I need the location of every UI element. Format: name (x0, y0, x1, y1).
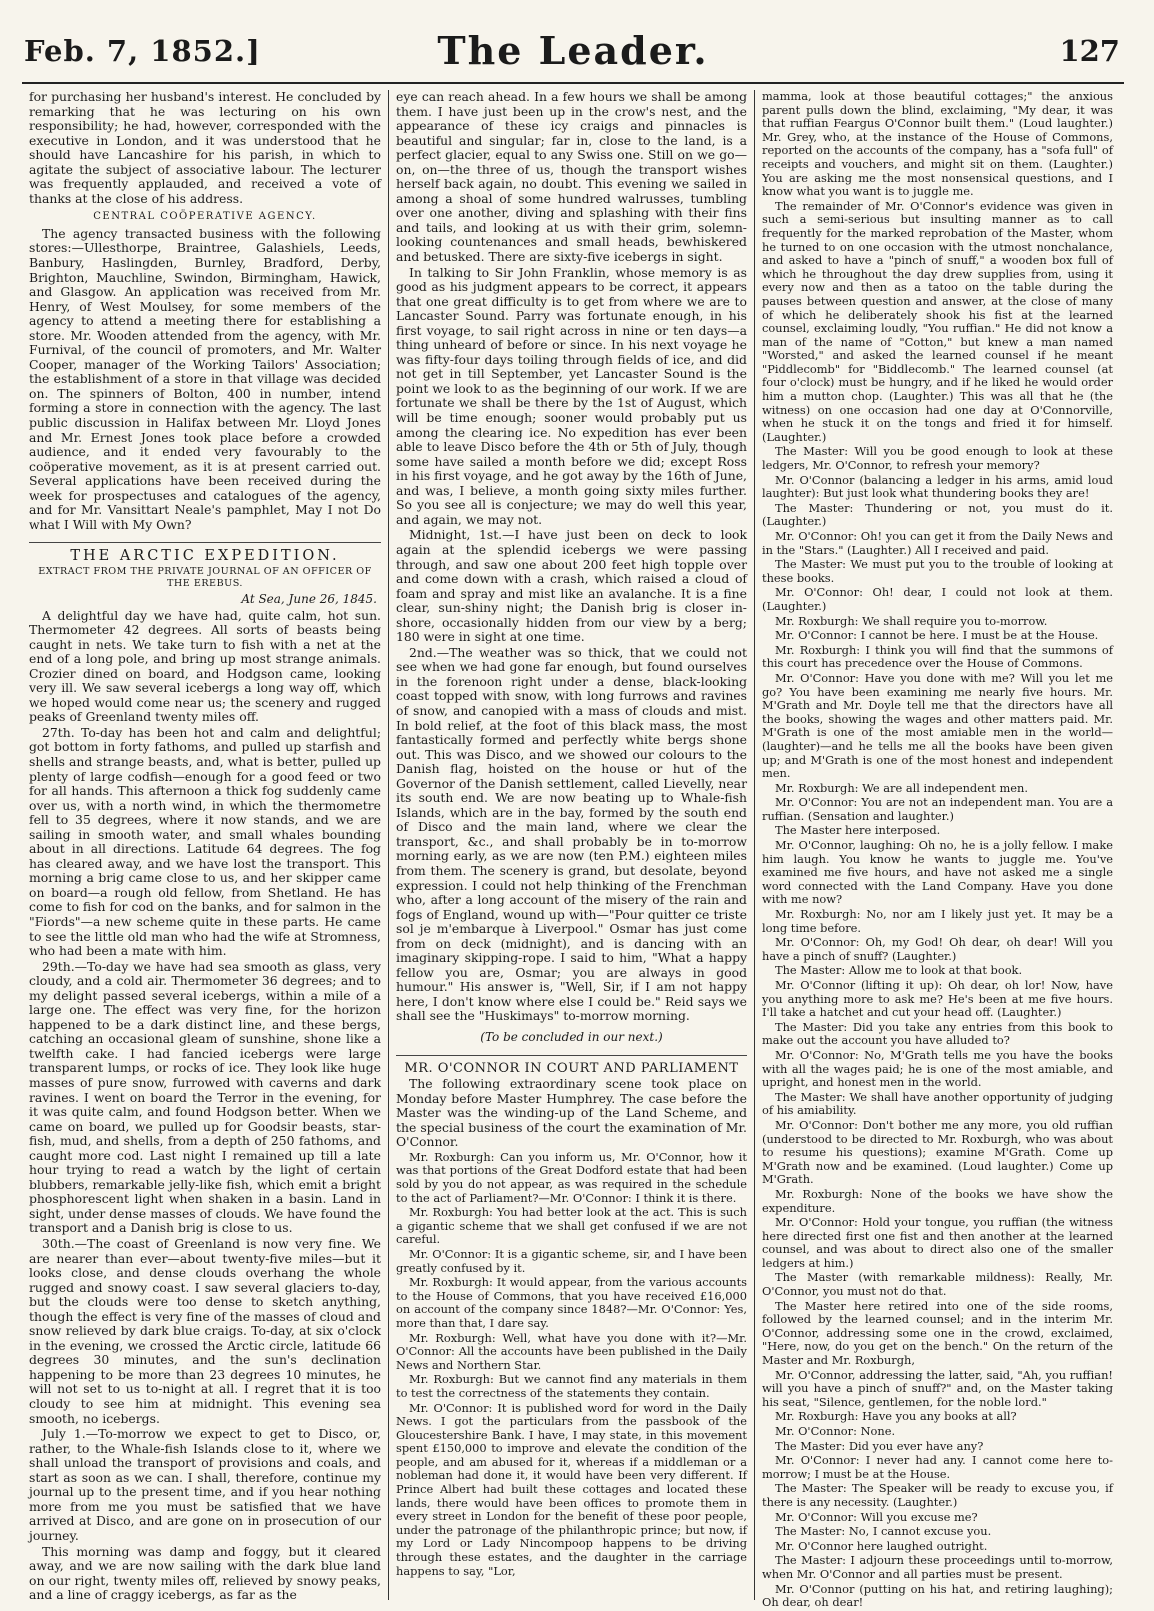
paragraph: Mr. O'Connor: Will you excuse me? (775, 1509, 978, 1524)
paragraph: The Master: We shall have another opportunity of judging of his amiability. (762, 1089, 1113, 1118)
column-3 (754, 89, 1120, 1610)
paragraph: 30th.—The coast of Greenland is now very fine. We are nearer than ever—about twenty-five miles—but it looks close, and dense clouds overhang the whole rugged and snowy coast. I saw several glaciers to-day, but the clouds were too dense to sketch anything, though the effect is very fine of the masses of cloud and snow relieved by dark blue craigs. To-day, at six o'clock in the evening, we crossed the Arctic circle, latitude 66 degrees 30 minutes, and the sun's declination happening to be more than 23 degrees 10 minutes, he will not set to us to-night at all. I regret that it is too cloudy to see him at midnight. This evening sea smooth, no icebergs. (29, 1236, 381, 1426)
paragraph: Mr. O'Connor, laughing: Oh no, he is a jolly fellow. I make him laugh. You know he wants to juggle me. You've examined me five hours, and have not asked me a single word connected with the Land Company. Have you done with me now? (762, 838, 1113, 907)
paragraph: Mr. O'Connor (putting on his hat, and retiring laughing); Oh dear, oh dear! (762, 1581, 1113, 1610)
subheading-cooperative-agency: CENTRAL COÖPERATIVE AGENCY. (93, 211, 317, 223)
paragraph: The Master: I adjourn these proceedings until to-morrow, when Mr. O'Connor and all parties must be present. (762, 1553, 1113, 1581)
paragraph: Mr. O'Connor: Don't bother me any more, you old ruffian (understood to be directed to Mr. Roxburgh, who was about to resume his questions); examine M'Grath. Come up M'Grath now and be examined. (Loud laughter.) Come up M'Grath. (762, 1117, 1113, 1187)
paragraph: Mr. Roxburgh: We shall require you to-morrow. (775, 613, 1048, 628)
paragraph: Mr. Roxburgh: No, nor am I likely just yet. It may be a long time before. (762, 907, 1113, 935)
paragraph: Mr. O'Connor: I cannot be here. I must be at the House. (775, 628, 1099, 643)
paragraph: Mr. Roxburgh: It would appear, from the various accounts to the House of Commons, that you have received £16,000 on account of the company since 1848?—Mr. O'Connor: Yes, more than that, I dare say. (396, 1275, 747, 1330)
paragraph: Mr. Roxburgh: I think you will find that the summons of this court has precedence over the House of Commons. (762, 642, 1113, 671)
paragraph: Mr. O'Connor: Have you done with me? Will you let me go? You have been examining me nearly five hours. Mr. M'Grath and Mr. Doyle tell me that the directors have all the books, showing the wages and other matters paid. Mr. M'Grath is one of the most amiable men in the world—(laughter)—and he tells me all the books have been given up; and M'Grath is one of the most honest and independent men. (762, 670, 1113, 781)
page-number: 127 (1059, 34, 1120, 68)
paragraph: The Master: Thundering or not, you must do it. (Laughter.) (762, 500, 1113, 529)
paragraph: In talking to Sir John Franklin, whose memory is as good as his judgment appears to be correct, it appears that one great difficulty is to get from where we are to Lancaster Sound. Parry was fortunate enough, in his first voyage, to sail right across in nine or ten days—a thing unheard of before or since. In his next voyage he was fifty-four days toiling through fields of ice, and did not get in till September, yet Lancaster Sound is the point we look to as the beginning of our work. If we are fortunate we shall be there by the 1st of August, which will be time enough; sooner would probably put us among the clearing ice. No expedition has ever been able to leave Disco before the 4th or 5th of July, though some have sailed a month before we did; except Ross in his first voyage, and he got away by the 16th of June, and was, I believe, a month going sixty miles further. So you see all is conjecture; we may do well this year, and again, we may not. (396, 264, 747, 527)
paragraph: Mr. Roxburgh: Have you any books at all? (775, 1409, 1017, 1424)
issue-date: Feb. 7, 1852.] (24, 34, 261, 68)
paragraph: Mr. O'Connor: Hold your tongue, you ruffian (the witness here directed first one fist and then another at the learned counsel, and was about to direct also one of the smaller ledgers at him.) (762, 1215, 1113, 1270)
paragraph: This morning was damp and foggy, but it cleared away, and we are now sailing with the dark blue land on our right, twenty miles off, relieved by snowy peaks, and a line of craggy icebergs, as far as the (29, 1543, 381, 1603)
paragraph: Mr. O'Connor, addressing the latter, said, "Ah, you ruffian! will you have a pinch of snuff?" and, on the Master taking his seat, "Silence, gentlemen, for the noble lord." (762, 1367, 1113, 1409)
paragraph: The Master here interposed. (775, 823, 941, 838)
paragraph: Midnight, 1st.—I have just been on deck to look again at the splendid icebergs we were passing through, and saw one about 200 feet high topple over and come down with a crash, which raised a cloud of foam and spray and mist like an avalanche. It is a fine clear, sun-shiny night; the Danish brig is closer in-shore, occasionally hidden from our view by a berg; 180 were in sight at one time. (396, 527, 747, 645)
to-be-concluded-note: (To be concluded in our next.) (480, 1030, 663, 1044)
paragraph: Mr. Roxburgh: You had better look at the act. This is such a gigantic scheme that we shall get confused if we are not careful. (396, 1205, 747, 1247)
paragraph: July 1.—To-morrow we expect to get to Disco, or, rather, to the Whale-fish Islands close to it, where we shall unload the transport of provisions and coals, and start as soon as we can. I shall, therefore, continue my journal up to the present time, and if you hear nothing more from me you must be satisfied that we have arrived at Disco, and are gone on in prosecution of our journey. (29, 1426, 381, 1543)
paragraph: Mr. O'Connor (balancing a ledger in his arms, amid loud laughter): But just look what thundering books they are! (762, 472, 1113, 501)
newspaper-title: The Leader. (437, 28, 709, 73)
paragraph: 29th.—To-day we have had sea smooth as glass, very cloudy, and a cold air. Thermometer 36 degrees; and to my delight passed several icebergs, within a mile of a large one. The effect was very fine, for the horizon happened to be a dark distinct line, and these bergs, catching an occasional gleam of sunshine, shone like a twelfth cake. I had fancied icebergs were large transparent lumps, or rocks of ice. They look like huge masses of pure snow, furrowed with caverns and dark ravines. I went on board the Terror in the evening, for it was quite calm, and found Hodgson better. When we came on board, we pulled up for Goodsir beasts, star-fish, mud, and shells, from a depth of 250 fathoms, and caught more cod. Last night I remained up till a late hour trying to read a watch by the light of certain blubbers, remarkable jelly-like fish, which emit a bright phosphorescent light when shaken in a basin. Land in sight, under dense masses of clouds. We have found the transport and a Danish brig is close to us. (29, 958, 381, 1236)
paragraph: The Master: Did you take any entries from this book to make out the account you have alluded to? (762, 1019, 1113, 1048)
paragraph: The Master: Will you be good enough to look at these ledgers, Mr. O'Connor, to refresh your memory? (762, 444, 1113, 473)
paragraph: Mr. Roxburgh: Can you inform us, Mr. O'Connor, how it was that portions of the Great Dodford estate that had been sold by you do not appear, as was required in the schedule to the act of Parliament?—Mr. O'Connor: I think it is there. (396, 1149, 747, 1205)
column-1 (22, 89, 388, 1603)
paragraph: Mr. Roxburgh: But we cannot find any materials in them to test the correctness of the statements they contain. (396, 1372, 747, 1400)
paragraph: Mr. O'Connor: Oh! dear, I could not look at them. (Laughter.) (762, 585, 1113, 613)
paragraph: The Master: The Speaker will be ready to excuse you, if there is any necessity. (Laughter.) (762, 1481, 1113, 1509)
paragraph: Mr. O'Connor: Oh! you can get it from the Daily News and in the "Stars." (Laughter.) All I received and paid. (762, 529, 1113, 557)
paragraph: The Master here retired into one of the side rooms, followed by the learned counsel; and in the interim Mr. O'Connor, addressing some one in the crowd, exclaimed, "Here, now, do you get on the bench." On the return of the Master and Mr. Roxburgh, (762, 1298, 1113, 1368)
heading-oconnor-court: MR. O'CONNOR IN COURT AND PARLIAMENT (396, 1055, 747, 1077)
paragraph: Mr. O'Connor: No, M'Grath tells me you have the books with all the wages paid; he is one of the most amiable, and upright, and honest men in the world. (762, 1047, 1113, 1090)
paragraph: Mr. O'Connor (lifting it up): Oh dear, oh lor! Now, have you anything more to ask me? He's been at me five hours. I'll take a hatchet and cut your head off. (Laughter.) (762, 978, 1113, 1020)
paragraph: for purchasing her husband's interest. He concluded by remarking that he was lecturing on his own responsibility; he had, however, corresponded with the executive in London, and it was understood that he should have Lancashire for his parish, in which to agitate the subject of associative labour. The lecturer was frequently applauded, and received a vote of thanks at the close of his address. (29, 89, 381, 206)
paragraph: Mr. O'Connor: None. (775, 1424, 896, 1438)
paragraph: The Master: Did you ever have any? (775, 1438, 984, 1453)
paragraph: Mr. O'Connor: Oh, my God! Oh dear, oh dear! Will you have a pinch of snuff? (Laughter.) (762, 935, 1113, 963)
paragraph: The Master: No, I cannot excuse you. (775, 1524, 992, 1539)
paragraph: The Master: Allow me to look at that book. (775, 963, 1023, 978)
paragraph: The following extraordinary scene took place on Monday before Master Humphrey. The case before the Master was the winding-up of the Land Scheme, and the special business of the court the examination of Mr. O'Connor. (396, 1076, 747, 1150)
paragraph: Mr. O'Connor: It is a gigantic scheme, sir, and I have been greatly confused by it. (396, 1246, 747, 1275)
columns (22, 89, 1124, 1610)
paragraph: 2nd.—The weather was so thick, that we could not see when we had gone far enough, but found ourselves in the forenoon right under a dense, black-looking coast topped with snow, with long furrows and ravines of snow, and canopied with a mass of clouds and mist. In bold relief, at the foot of this black mass, the most fantastically formed and perfectly white bergs shone out. This was Disco, and we showed our colours to the Danish flag, hoisted on the house or hut of the Governor of the Danish settlement, called Lievelly, near its south end. We are now beating up to Whale-fish Islands, which are in the bay, formed by the south end of Disco and the main land, where we clear the transport, &c., and shall probably be in to-morrow morning early, as we are now (ten P.M.) eighteen miles from them. The scenery is grand, but desolate, beyond expression. I could not help thinking of the Frenchman who, after a long account of the misery of the rain and fogs of England, wound up with—"Pour quitter ce triste sol je m'embarque à Liverpool." Osmar has just come from on deck (midnight), and is dancing with an imaginary skipping-rope. I said to him, "What a happy fellow you are, Osmar; you are always in good humour." His answer is, "Well, Sir, if I am not happy here, I don't know where else I could be." Reid says we shall see the "Huskimays" to-morrow morning. (396, 644, 747, 1024)
paragraph: Mr. O'Connor: It is published word for word in the Daily News. I got the particulars from the passbook of the Gloucestershire Bank. I have, I may state, in this movement spent £150,000 to improve and elevate the condition of the people, and am abused for it, whereas if a middleman or a nobleman had done it, it would have been very different. If Prince Albert had built these cottages and located these lands, there would have been offices to promote them in every street in London for the benefit of these poor people, under the patronage of the philanthropic prince; but now, if my Lord or Lady Nincompoop happens to be driving through these estates, and the daughter in the carriage happens to say, "Lor, (396, 1400, 747, 1578)
paragraph: Mr. O'Connor here laughed outright. (775, 1538, 988, 1553)
paragraph: Mr. Roxburgh: Well, what have you done with it?—Mr. O'Connor: All the accounts have been published in the Daily News and Northern Star. (396, 1330, 747, 1372)
extract-line: EXTRACT FROM THE PRIVATE JOURNAL OF AN OFFICER OF THE EREBUS. (38, 565, 372, 589)
column-2 (388, 90, 754, 1600)
paragraph: Mr. Roxburgh: None of the books we have show the expenditure. (762, 1186, 1113, 1215)
paragraph: 27th. To-day has been hot and calm and delightful; got bottom in forty fathoms, and pulled up starfish and shells and strange beasts, and, what is better, pulled up plenty of large codfish—enough for a good feed or two for all hands. This afternoon a thick fog suddenly came over us, with a north wind, in which the thermometre fell to 35 degrees, where it now stands, and we are sailing in smooth water, and small whales bounding about in all directions. Latitude 64 degrees. The fog has cleared away, and we have lost the transport. This morning a brig came close to us, and her skipper came on board—a rough old fellow, from Shetland. He has come to fish for cod on the banks, and for salmon in the "Fiords"—a new scheme quite in these parts. He came to see the little old man who had the wife at Stromness, who had been a mate with him. (29, 724, 381, 959)
paragraph: Mr. O'Connor: You are not an independent man. You are a ruffian. (Sensation and laughter.) (762, 795, 1113, 823)
masthead (22, 14, 1124, 84)
paragraph: Mr. O'Connor: I never had any. I cannot come here to-morrow; I must be at the House. (762, 1453, 1113, 1481)
dateline: At Sea, June 26, 1845. (241, 591, 377, 606)
paragraph: The remainder of Mr. O'Connor's evidence was given in such a semi-serious but insulting manner as to call frequently for the marked reprobation of the Master, whom he turned to on one occasion with the utmost nonchalance, and asked to have a "pinch of snuff," a wooden box full of which he throughout the day drew supplies from, using it every now and then as a tatoo on the table during the pauses between question and answer, at the close of many of which he deliberately shook his fist at the learned counsel, exclaiming loudly, "You ruffian." He did not know a man of the name of "Cotton," but knew a man named "Worsted," and asked the learned counsel if he meant "Piddlecomb" for "Biddlecomb." The learned counsel (at four o'clock) must be hungry, and if he liked he would order him a mutton chop. (Laughter.) This was all that he (the witness) on one occasion had one day at O'Connorville, when he stuck it on the tongs and fried it for himself. (Laughter.) (762, 198, 1113, 444)
paragraph: A delightful day we have had, quite calm, hot sun. Thermometer 42 degrees. All sorts of beasts being caught in nets. We take turn to fish with a net at the end of a long pole, and bring up most strange animals. Crozier dined on board, and Hodgson came, looking very ill. We saw several icebergs a long way off, which we hoped would come near us; the scenery and rugged peaks of Greenland twenty miles off. (29, 607, 381, 725)
heading-arctic-expedition: THE ARCTIC EXPEDITION. (29, 542, 381, 564)
paragraph: eye can reach ahead. In a few hours we shall be among them. I have just been up in the crow's nest, and the appearance of these icy craigs and pinnacles is beautiful and singular; far in, close to the land, is a perfect glacier, equal to any Swiss one. Still on we go—on, on—the three of us, though the transport wishes herself back again, no doubt. This evening we sailed in among a shoal of some hundred walrusses, tumbling over one another, diving and splashing with their fins and tails, and looking at us with their grim, solemn-looking countenances and small heads, bewhiskered and betusked. There are sixty-five icebergs in sight. (396, 89, 747, 265)
paragraph: mamma, look at those beautiful cottages;" the anxious parent pulls down the blind, exclaiming, "My dear, it was that ruffian Feargus O'Connor built them." (Loud laughter.) Mr. Grey, who, at the instance of the House of Commons, reported on the accounts of the company, has a "sofa full" of receipts and vouchers, and might sit on them. (Laughter.) You are asking me the most nonsensical questions, and I know what you want is to juggle me. (762, 89, 1113, 199)
paragraph: The agency transacted business with the following stores:—Ullesthorpe, Braintree, Galashiels, Leeds, Banbury, Haslingden, Burnley, Bradford, Derby, Brighton, Mauchline, Swindon, Birmingham, Hawick, and Glasgow. An application was received from Mr. Henry, of West Moulsey, for some members of the agency to attend a meeting there for establishing a store. Mr. Wooden attended from the agency, with Mr. Furnival, of the council of promoters, and Mr. Walter Cooper, manager of the Working Tailors' Association; the establishment of a store in that village was decided on. The spinners of Bolton, 400 in number, intend forming a store in connection with the agency. The last public discussion in Halifax between Mr. Lloyd Jones and Mr. Ernest Jones took place before a crowded audience, and it ended very favourably to the coöperative movement, as it is at present carried out. Several applications have been received during the week for prospectuses and catalogues of the agency, and for Mr. Vansittart Neale's pamphlet, May I not Do what I Will with My Own? (29, 225, 381, 532)
paragraph: Mr. Roxburgh: We are all independent men. (775, 780, 1028, 795)
paragraph: The Master: We must put you to the trouble of looking at these books. (762, 557, 1113, 585)
paragraph: The Master (with remarkable mildness): Really, Mr. O'Connor, you must not do that. (762, 1270, 1113, 1299)
